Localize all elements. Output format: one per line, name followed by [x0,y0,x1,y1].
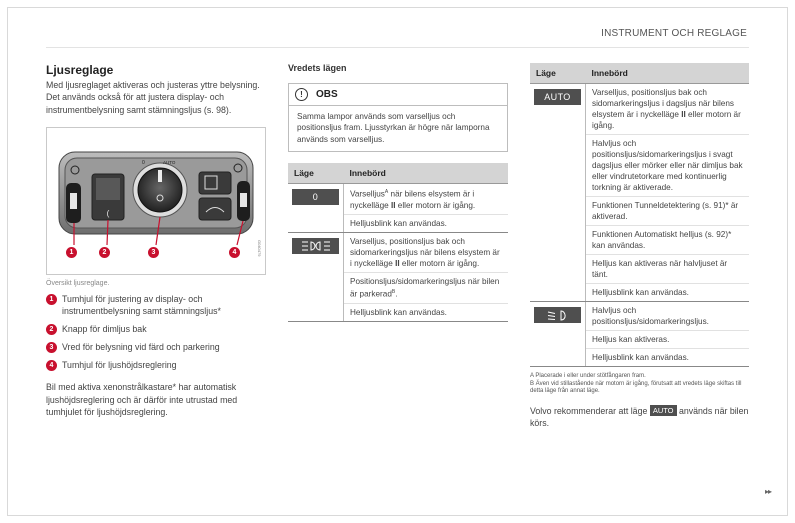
mode-icon-cell [288,184,344,233]
obs-box [288,83,508,152]
list-text: Tumhjul för ljushöjdsreglering [62,360,177,371]
intro-text: Med ljusreglaget aktiveras och justeras yttre belysning. Det används också för att justera display- och instrumentbelysning samt stämningsljus (s. 98). [46,80,260,115]
list-number: 1 [46,294,57,305]
column-right [530,63,749,429]
header-divider [46,47,749,48]
meaning-line: Varselljus$^A$ när bilens elsystem är i nyckelläge II eller motorn är igång. [344,184,508,215]
column-middle [288,63,508,322]
meaning-line: Helljusblink kan användas. [350,307,447,317]
list-text: Vred för belysning vid färd och parkering [62,342,220,353]
list-item [46,341,266,353]
svg-text:AUTO: AUTO [163,160,176,166]
meaning-cell [344,184,509,233]
footnote-b: B Även vid stillastående när motorn är igång, förutsatt att vredets läge skiftas till detta läge från annat läge. [530,380,742,394]
meaning-cell [586,302,750,367]
meaning-line: Varselljus, positionsljus bak och sidomarkeringsljus i dagsljus när bilens elsystem är i nyckelläge II eller motorn är igång. [586,84,749,135]
list-item [46,293,266,317]
auto-chip-icon: AUTO [650,405,677,416]
recommendation-post: används när bilen körs. [530,405,749,428]
xenon-note: Bil med aktiva xenonstrålkastare* har automatisk ljushöjdsreglering och är därför inte utrustad med tumhjulet för ljushöjdsreglering. [46,382,238,418]
table-row [288,232,508,321]
next-page-arrow-icon[interactable]: ▸▸ [764,487,771,496]
mode-icon-cell [530,84,586,302]
figure-code: G040479 [257,240,262,257]
low-beam-icon [534,307,581,323]
parking-lights-icon [292,238,339,254]
svg-text:(: ( [106,209,110,219]
meaning-line: Helljus kan aktiveras. [586,331,749,349]
footnotes [530,373,749,396]
meaning-line: Positionsljus/sidomarkeringsljus när bilen är parkerad$^B$. [344,273,508,304]
meaning-line: Varselljus, positionsljus bak och sidomarkeringsljus när bilens elsystem är i nyckelläge II eller motorn är igång. [344,233,508,273]
figure-number-4: 4 [229,247,240,258]
figure-number-1: 1 [66,247,77,258]
mode-off-icon: 0 [292,189,339,205]
section-header: INSTRUMENT OCH REGLAGE [601,28,747,39]
figure-number-2: 2 [99,247,110,258]
list-number: 3 [46,342,57,353]
table-row [530,302,749,367]
table-header-row [288,163,508,184]
table-row [530,84,749,302]
meaning-line: Helljusblink kan användas. [592,353,689,362]
meaning-cell [344,232,509,321]
meaning-line: Funktionen Automatiskt helljus (s. 92)* kan användas. [586,226,749,255]
figure-number-3: 3 [148,247,159,258]
info-icon: ! [295,88,308,101]
column-left [46,63,266,418]
obs-header [289,84,507,106]
meaning-line: Funktionen Tunneldetektering (s. 91)* är aktiverad. [586,197,749,226]
footnote-a: A Placerade i eller under stötfångaren fram. [530,373,646,379]
light-control-figure [46,127,266,275]
meaning-line: Halvljus och positionsljus/sidomarkeringsljus. [586,302,749,331]
table-header-row [530,63,749,84]
meaning-line: Helljusblink kan användas. [350,218,447,228]
list-item [46,323,266,335]
section-heading: Vredets lägen [288,63,347,73]
column-header-meaning: Innebörd [344,163,509,184]
list-text: Tumhjul för justering av display- och instrumentbelysning samt stämningsljus* [62,294,221,317]
obs-text: Samma lampor används som varselljus och positionsljus fram. Ljusstyrkan är högre när lamporna används som varselljus. [297,112,490,144]
table-row [288,184,508,233]
column-header-meaning: Innebörd [586,63,750,84]
recommendation-text [530,405,749,430]
meaning-line: Helljus kan aktiveras när halvljuset är tänt. [586,255,749,284]
svg-text:0: 0 [142,160,145,167]
mode-auto-icon: AUTO [534,89,581,105]
column-header-mode: Läge [288,163,344,184]
mode-icon-cell [530,302,586,367]
meaning-cell [586,84,750,302]
mode-icon-cell [288,232,344,321]
mode-table [288,163,508,321]
recommendation-pre: Volvo rekommenderar att läge [530,405,648,416]
list-number: 2 [46,324,57,335]
obs-title: OBS [316,89,338,100]
meaning-line: Halvljus och positionsljus/sidomarkeringsljus i svagt dagsljus eller mörker eller när dimljus bak eller vindrutetorkare med kontinuerlig torkning är aktiverade. [586,135,749,197]
list-number: 4 [46,360,57,371]
list-item [46,359,266,371]
mode-table [530,63,749,367]
meaning-line: Helljusblink kan användas. [592,288,689,297]
page-title: Ljusreglage [46,63,114,77]
list-text: Knapp för dimljus bak [62,324,147,335]
column-header-mode: Läge [530,63,586,84]
figure-caption: Översikt ljusreglage. [46,280,110,288]
